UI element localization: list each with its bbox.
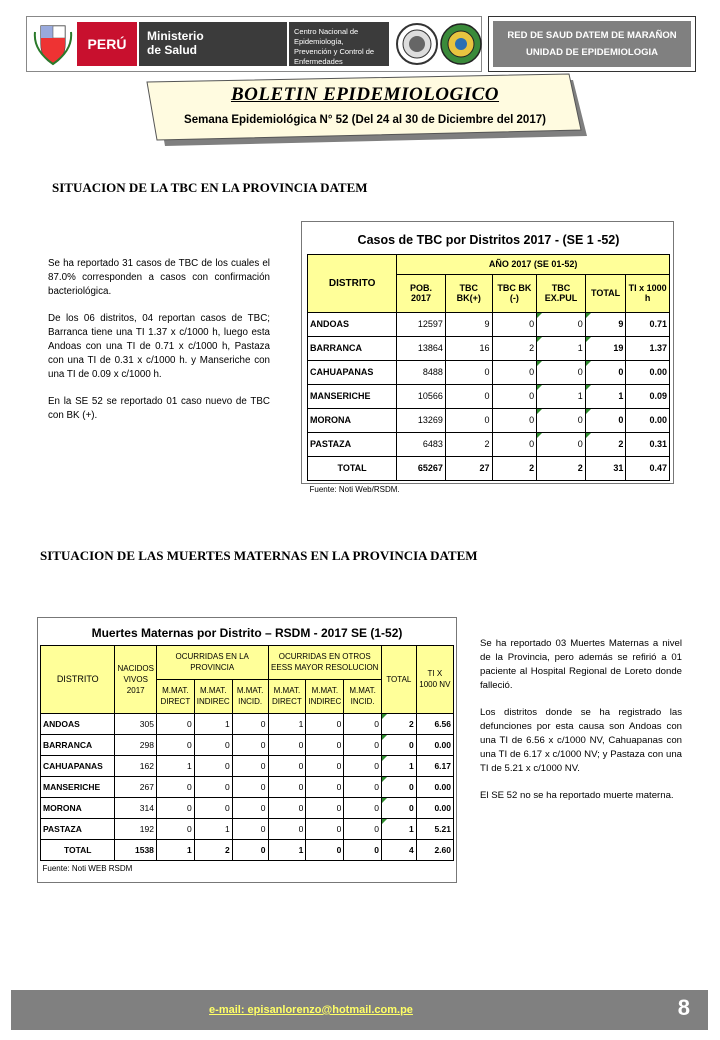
table-cell: 0 xyxy=(445,408,492,432)
district-name: ANDOAS xyxy=(308,312,397,336)
table-cell: 16 xyxy=(445,336,492,360)
total-cell: 0 xyxy=(306,839,344,860)
table-cell: 1 xyxy=(381,755,416,776)
footer-email-link[interactable]: e-mail: episanlorenzo@hotmail.com.pe xyxy=(209,1004,413,1016)
tbc-col-header: TBC EX.PUL xyxy=(537,274,586,312)
mm-section-title: SITUACION DE LAS MUERTES MATERNAS EN LA PROVINCIA DATEM xyxy=(40,548,478,563)
table-cell: 0 xyxy=(344,713,382,734)
table-cell: 0 xyxy=(306,713,344,734)
tbc-col-distrito: DISTRITO xyxy=(308,254,397,312)
tbc-paragraph: Se ha reportado 31 casos de TBC de los cuales el 87.0% corresponden a casos con confirmación bacteriológica. xyxy=(48,258,270,297)
centro-line3: Enfermedades xyxy=(294,57,343,66)
table-cell: 0 xyxy=(194,734,232,755)
mm-paragraph: Los distritos donde se ha registrado las defunciones por esta causa son Andoas con una TI de 6.56 x c/1000 NV, Cahuapanas con una TI de 6.17 x c/1000 NV; y Pastaza con una TI de 5.21 x c/1000 NV. xyxy=(480,707,682,774)
footer-bar xyxy=(11,990,708,1030)
mm-table-frame xyxy=(37,617,457,883)
district-name: ANDOAS xyxy=(41,713,115,734)
table-row xyxy=(41,797,454,818)
mm-paragraph: El SE 52 no se ha reportado muerte materna. xyxy=(480,790,674,801)
table-cell: 2 xyxy=(585,432,626,456)
tbc-col-header: TOTAL xyxy=(585,274,626,312)
total-cell: 31 xyxy=(585,456,626,480)
district-name: MORONA xyxy=(41,797,115,818)
total-cell: 0 xyxy=(344,839,382,860)
table-row xyxy=(41,776,454,797)
table-cell: 0 xyxy=(492,312,537,336)
tbc-table xyxy=(307,226,670,498)
table-cell: 12597 xyxy=(397,312,446,336)
tbc-source: Fuente: Noti Web/RSDM. xyxy=(309,484,400,494)
mm-group-otros: OCURRIDAS EN OTROS EESS MAYOR RESOLUCION xyxy=(268,645,381,679)
table-cell: 1 xyxy=(194,818,232,839)
total-cell: 2 xyxy=(492,456,537,480)
table-cell: 0 xyxy=(232,776,268,797)
table-row xyxy=(41,755,454,776)
table-cell: 0 xyxy=(344,818,382,839)
banner-shape xyxy=(141,70,589,150)
table-cell: 0 xyxy=(268,755,306,776)
table-cell: 0 xyxy=(492,432,537,456)
table-cell: 0 xyxy=(232,818,268,839)
tbc-table-frame xyxy=(301,221,674,494)
page-number: 8 xyxy=(677,995,690,1020)
table-cell: 1 xyxy=(268,713,306,734)
table-cell: 0 xyxy=(585,360,626,384)
table-cell: 6.56 xyxy=(416,713,453,734)
mm-paragraph: Se ha reportado 03 Muertes Maternas a nivel de la Provincia, pero además se refirió a 01 paciente al Hospital Regional de Loreto donde falleció. xyxy=(480,638,682,691)
table-cell: 267 xyxy=(115,776,156,797)
table-cell: 0 xyxy=(445,384,492,408)
table-cell: 2 xyxy=(381,713,416,734)
table-row xyxy=(41,713,454,734)
district-name: MORONA xyxy=(308,408,397,432)
mm-col-total: TOTAL xyxy=(381,645,416,713)
red-line1: RED DE SAUD DATEM DE MARAÑON xyxy=(507,30,677,41)
table-row xyxy=(308,408,670,432)
table-cell: 0 xyxy=(537,360,586,384)
table-cell: 298 xyxy=(115,734,156,755)
total-cell: 1538 xyxy=(115,839,156,860)
red-datem-seal-icon xyxy=(439,21,483,67)
tbc-col-header: POB. 2017 xyxy=(397,274,446,312)
total-cell: 27 xyxy=(445,456,492,480)
table-cell: 6483 xyxy=(397,432,446,456)
tbc-paragraph: De los 06 distritos, 04 reportan casos de TBC; Barranca tiene una TI 1.37 x c/1000 h, luego esta Andoas con una TI de 0.71 x c/1000 h, Pastaza con una TI de 0.31 x c/1000 h. y Manseriche con una TI de 0.09 x c/1000 h. xyxy=(48,313,270,380)
table-cell: 305 xyxy=(115,713,156,734)
table-cell: 0 xyxy=(537,432,586,456)
table-cell: 0 xyxy=(344,734,382,755)
district-name: PASTAZA xyxy=(308,432,397,456)
table-cell: 0 xyxy=(492,360,537,384)
table-row xyxy=(308,384,670,408)
table-cell: 13269 xyxy=(397,408,446,432)
table-cell: 19 xyxy=(585,336,626,360)
tbc-group-header: AÑO 2017 (SE 01-52) xyxy=(397,254,670,274)
total-cell: 2 xyxy=(194,839,232,860)
table-cell: 0.00 xyxy=(416,797,453,818)
mm-source: Fuente: Noti WEB RSDM xyxy=(42,864,133,874)
ministerio-line1: Ministerio xyxy=(147,29,204,43)
district-name: MANSERICHE xyxy=(308,384,397,408)
tbc-table-title: Casos de TBC por Distritos 2017 - (SE 1 -52) xyxy=(308,226,670,254)
table-cell: 192 xyxy=(115,818,156,839)
table-cell: 0 xyxy=(194,776,232,797)
tbc-paragraph: En la SE 52 se reportado 01 caso nuevo de TBC con BK (+). xyxy=(48,396,270,421)
table-cell: 0 xyxy=(232,797,268,818)
table-cell: 0 xyxy=(156,734,194,755)
table-cell: 0.09 xyxy=(626,384,670,408)
tbc-section-title: SITUACION DE LA TBC EN LA PROVINCIA DATEM xyxy=(52,180,368,195)
district-name: BARRANCA xyxy=(41,734,115,755)
table-cell: 0 xyxy=(232,713,268,734)
total-label: TOTAL xyxy=(308,456,397,480)
table-row xyxy=(41,818,454,839)
mm-sub-header: M.MAT. INCID. xyxy=(344,679,382,713)
table-cell: 1 xyxy=(381,818,416,839)
mm-sub-header: M.MAT. INDIREC xyxy=(306,679,344,713)
total-row xyxy=(41,839,454,860)
mm-col-distrito: DISTRITO xyxy=(41,645,115,713)
mm-sub-header: M.MAT. INCID. xyxy=(232,679,268,713)
mm-text xyxy=(480,637,682,816)
table-cell: 0 xyxy=(268,776,306,797)
table-cell: 2 xyxy=(445,432,492,456)
table-cell: 0 xyxy=(537,408,586,432)
peru-coat-of-arms-icon xyxy=(33,22,73,66)
mm-sub-header: M.MAT. DIRECT xyxy=(268,679,306,713)
table-cell: 1 xyxy=(537,384,586,408)
table-cell: 0.31 xyxy=(626,432,670,456)
table-row xyxy=(308,360,670,384)
table-cell: 1 xyxy=(194,713,232,734)
bulletin-banner xyxy=(141,70,589,150)
table-cell: 0.71 xyxy=(626,312,670,336)
total-cell: 1 xyxy=(268,839,306,860)
table-cell: 0 xyxy=(381,797,416,818)
table-cell: 0 xyxy=(306,755,344,776)
table-cell: 0 xyxy=(492,408,537,432)
table-cell: 1 xyxy=(585,384,626,408)
total-cell: 2.60 xyxy=(416,839,453,860)
table-cell: 0 xyxy=(306,776,344,797)
table-cell: 2 xyxy=(492,336,537,360)
table-cell: 0 xyxy=(381,734,416,755)
table-cell: 9 xyxy=(445,312,492,336)
table-cell: 0 xyxy=(156,797,194,818)
tbc-col-header: TBC BK (-) xyxy=(492,274,537,312)
peru-label: PERÚ xyxy=(77,22,139,66)
table-cell: 0 xyxy=(194,755,232,776)
ministerio-line2: de Salud xyxy=(147,43,198,57)
total-cell: 1 xyxy=(156,839,194,860)
table-cell: 0 xyxy=(194,797,232,818)
table-cell: 5.21 xyxy=(416,818,453,839)
table-cell: 0 xyxy=(156,713,194,734)
table-cell: 314 xyxy=(115,797,156,818)
total-label: TOTAL xyxy=(41,839,115,860)
table-cell: 0 xyxy=(445,360,492,384)
mm-col-ti: TI X 1000 NV xyxy=(416,645,453,713)
table-cell: 0 xyxy=(306,797,344,818)
table-cell: 162 xyxy=(115,755,156,776)
mm-sub-header: M.MAT. INDIREC xyxy=(194,679,232,713)
table-cell: 10566 xyxy=(397,384,446,408)
total-cell: 4 xyxy=(381,839,416,860)
table-cell: 0 xyxy=(156,818,194,839)
table-cell: 6.17 xyxy=(416,755,453,776)
bulletin-title: BOLETIN EPIDEMIOLOGICO xyxy=(230,84,500,105)
table-cell: 0 xyxy=(492,384,537,408)
red-line2: UNIDAD DE EPIDEMIOLOGIA xyxy=(526,47,658,58)
mm-table-title: Muertes Maternas por Distrito – RSDM - 2017 SE (1-52) xyxy=(91,625,403,640)
total-cell: 65267 xyxy=(397,456,446,480)
header-logo-strip xyxy=(26,16,482,72)
table-cell: 1 xyxy=(156,755,194,776)
table-cell: 1.37 xyxy=(626,336,670,360)
table-row xyxy=(308,432,670,456)
mm-sub-header: M.MAT. DIRECT xyxy=(156,679,194,713)
table-cell: 0.00 xyxy=(416,734,453,755)
district-name: CAHUAPANAS xyxy=(41,755,115,776)
centro-line1: Centro Nacional de Epidemiología, xyxy=(294,27,359,46)
table-cell: 0 xyxy=(344,797,382,818)
table-row xyxy=(308,336,670,360)
red-datem-box xyxy=(488,16,696,72)
total-cell: 0.47 xyxy=(626,456,670,480)
district-name: CAHUAPANAS xyxy=(308,360,397,384)
bulletin-subtitle: Semana Epidemiológica N° 52 (Del 24 al 30 de Diciembre del 2017) xyxy=(184,114,546,126)
table-cell: 0 xyxy=(268,818,306,839)
table-cell: 0 xyxy=(585,408,626,432)
tbc-text xyxy=(48,257,270,436)
table-cell: 0 xyxy=(344,755,382,776)
epidemiologia-seal-icon xyxy=(395,21,439,67)
table-cell: 9 xyxy=(585,312,626,336)
table-cell: 0 xyxy=(232,755,268,776)
mm-col-nacidos: NACIDOS VIVOS 2017 xyxy=(115,645,156,713)
table-cell: 0 xyxy=(344,776,382,797)
district-name: MANSERICHE xyxy=(41,776,115,797)
table-row xyxy=(308,312,670,336)
table-row xyxy=(41,734,454,755)
table-cell: 0 xyxy=(232,734,268,755)
table-cell: 0 xyxy=(306,818,344,839)
table-cell: 0.00 xyxy=(626,408,670,432)
total-row xyxy=(308,456,670,480)
ministerio-logo xyxy=(77,22,287,66)
total-cell: 2 xyxy=(537,456,586,480)
table-cell: 8488 xyxy=(397,360,446,384)
table-cell: 13864 xyxy=(397,336,446,360)
table-cell: 0 xyxy=(268,734,306,755)
centro-line2: Prevención y Control de xyxy=(294,47,375,56)
table-cell: 0 xyxy=(156,776,194,797)
table-cell: 0 xyxy=(537,312,586,336)
table-cell: 0.00 xyxy=(416,776,453,797)
table-cell: 0 xyxy=(306,734,344,755)
mm-table xyxy=(40,621,454,877)
cdc-label xyxy=(289,22,389,66)
table-cell: 1 xyxy=(537,336,586,360)
tbc-col-header: TBC BK(+) xyxy=(445,274,492,312)
total-cell: 0 xyxy=(232,839,268,860)
tbc-col-header: TI x 1000 h xyxy=(626,274,670,312)
table-cell: 0 xyxy=(381,776,416,797)
district-name: BARRANCA xyxy=(308,336,397,360)
mm-group-provincia: OCURRIDAS EN LA PROVINCIA xyxy=(156,645,268,679)
district-name: PASTAZA xyxy=(41,818,115,839)
table-cell: 0 xyxy=(268,797,306,818)
table-cell: 0.00 xyxy=(626,360,670,384)
